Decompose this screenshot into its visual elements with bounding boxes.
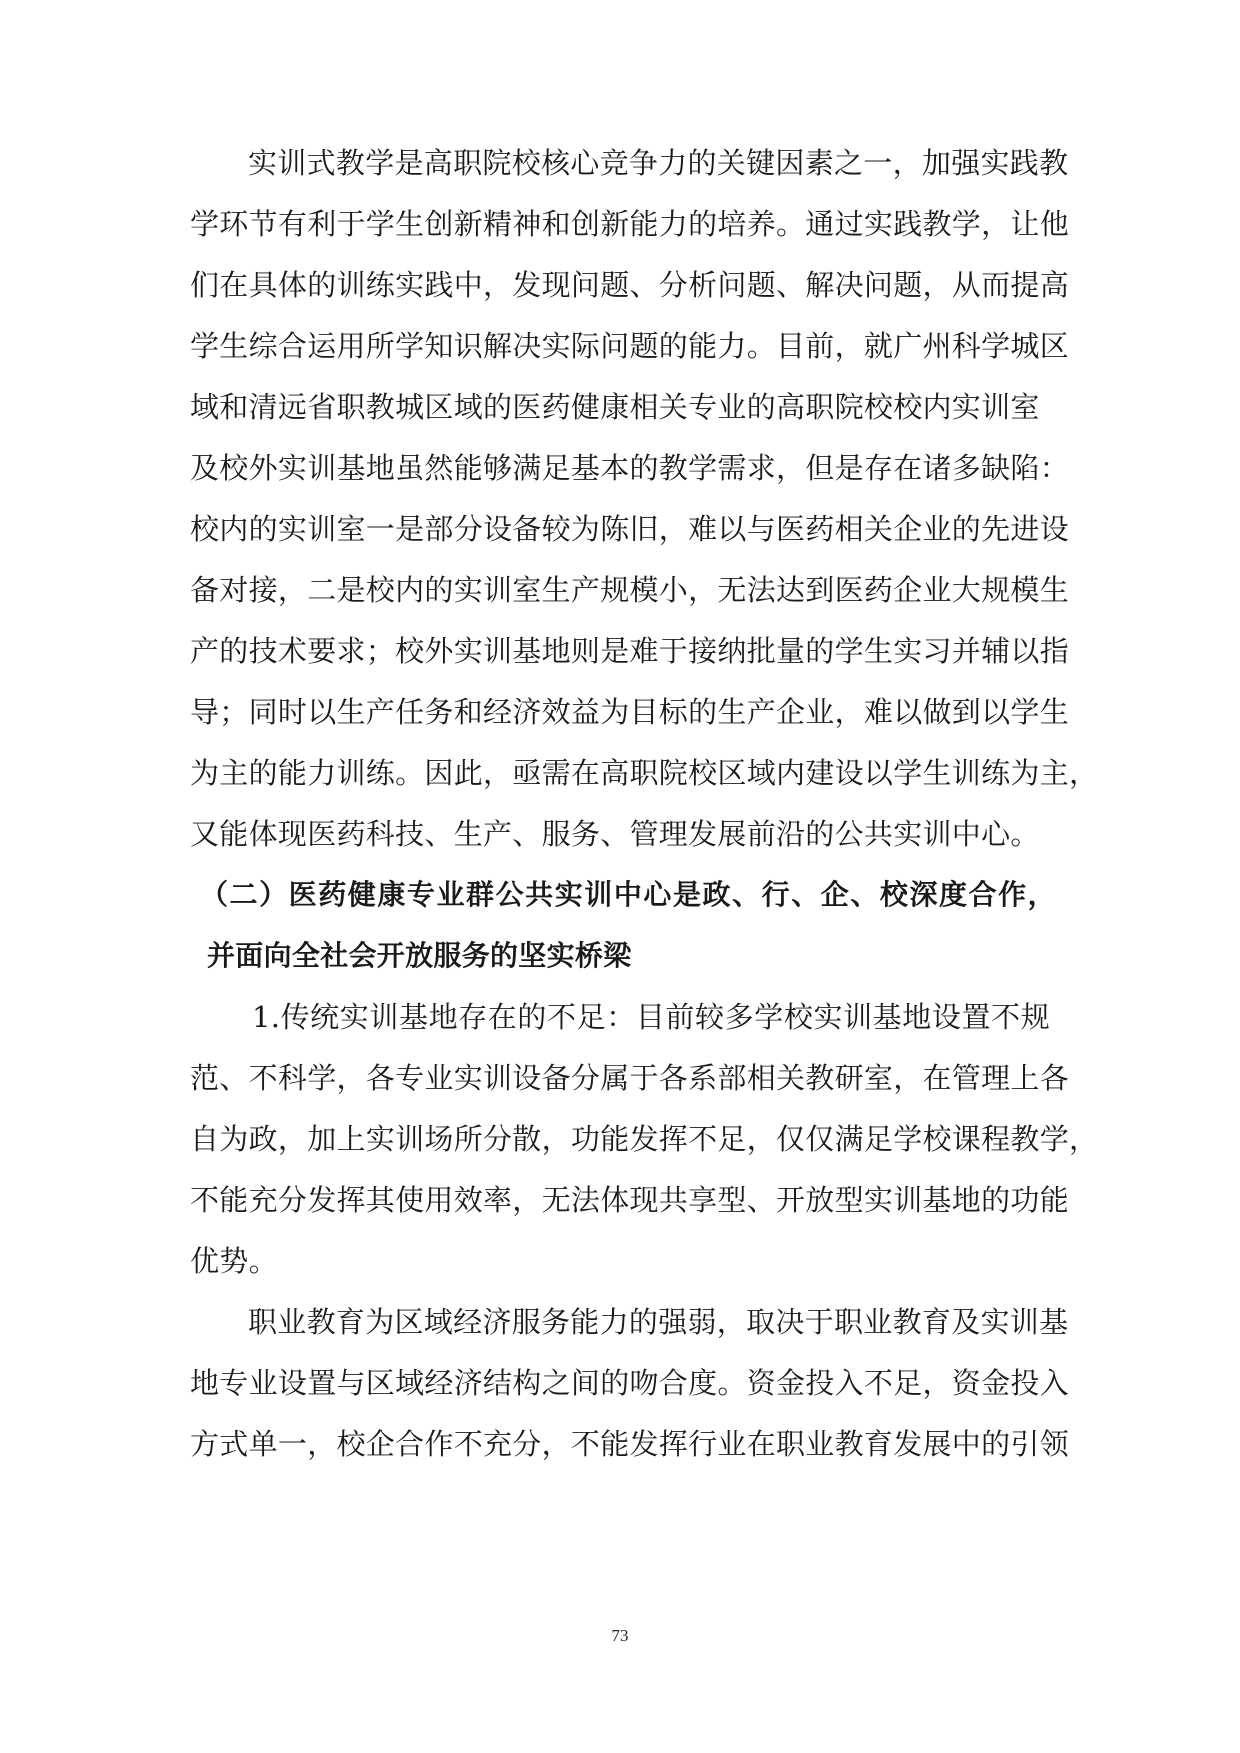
paragraph-1-line-10: 导；同时以生产任务和经济效益为目标的生产企业，难以做到以学生 [190,695,1070,729]
paragraph-1-line-4: 学生综合运用所学知识解决实际问题的能力。目前，就广州科学城区 [190,329,1070,363]
paragraph-1-line-1: 实训式教学是高职院校核心竞争力的关键因素之一，加强实践教 [248,146,1069,180]
paragraph-1-line-5: 域和清远省职教城区域的医药健康相关专业的高职院校校内实训室 [190,390,1040,424]
paragraph-1-line-2: 学环节有利于学生创新精神和创新能力的培养。通过实践教学，让他 [190,207,1070,241]
paragraph-2-line-4: 不能充分发挥其使用效率，无法体现共享型、开放型实训基地的功能 [190,1183,1070,1217]
paragraph-1-line-12: 又能体现医药科技、生产、服务、管理发展前沿的公共实训中心。 [190,817,1040,851]
paragraph-2-line-1: 1.传统实训基地存在的不足：目前较多学校实训基地设置不规 [252,1000,1050,1034]
paragraph-1-line-9: 产的技术要求；校外实训基地则是难于接纳批量的学生实习并辅以指 [190,634,1070,668]
section-heading-line-1: （二）医药健康专业群公共实训中心是政、行、企、校深度合作， [200,878,1056,911]
section-heading-line-2: 并面向全社会开放服务的坚实桥梁 [207,939,632,972]
paragraph-2-line-2: 范、不科学，各专业实训设备分属于各系部相关教研室，在管理上各 [190,1061,1070,1095]
paragraph-3-line-2: 地专业设置与区域经济结构之间的吻合度。资金投入不足，资金投入 [190,1366,1070,1400]
paragraph-2-line-3: 自为政，加上实训场所分散，功能发挥不足，仅仅满足学校课程教学， [190,1122,1099,1156]
paragraph-1-line-8: 备对接，二是校内的实训室生产规模小，无法达到医药企业大规模生 [190,573,1070,607]
paragraph-1-line-7: 校内的实训室一是部分设备较为陈旧，难以与医药相关企业的先进设 [190,512,1070,546]
paragraph-1-line-6: 及校外实训基地虽然能够满足基本的教学需求，但是存在诸多缺陷： [190,451,1070,485]
paragraph-3-line-3: 方式单一，校企合作不充分，不能发挥行业在职业教育发展中的引领 [190,1427,1070,1461]
paragraph-3-line-1: 职业教育为区域经济服务能力的强弱，取决于职业教育及实训基 [248,1305,1069,1339]
paragraph-1-line-11: 为主的能力训练。因此，亟需在高职院校区域内建设以学生训练为主， [190,756,1099,790]
paragraph-2-line-5: 优势。 [190,1244,278,1278]
page-number: 73 [611,1626,629,1645]
paragraph-1-line-3: 们在具体的训练实践中，发现问题、分析问题、解决问题，从而提高 [190,268,1070,302]
